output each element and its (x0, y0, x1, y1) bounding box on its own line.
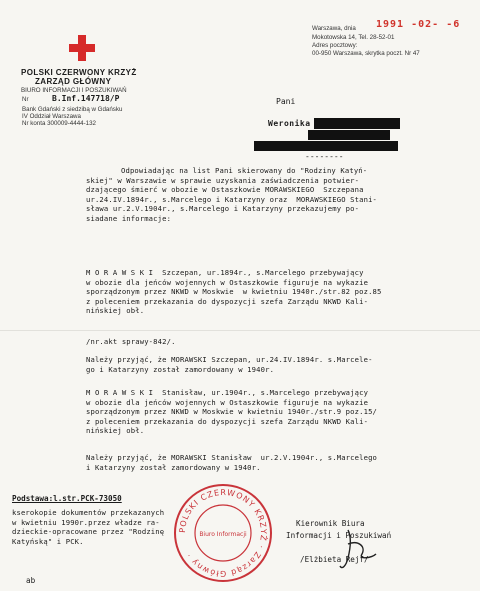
ref-prefix: Nr (22, 96, 29, 103)
text-line: /nr.akt sprawy-842/. (86, 337, 176, 346)
red-cross-logo (68, 34, 96, 62)
intro-paragraph (86, 166, 466, 224)
case-number (86, 337, 466, 347)
city-date-label: Warszawa, dnia (312, 25, 356, 32)
signature-title-1: Kierownik Biura (296, 519, 365, 528)
text-line: kserokopie dokumentów przekazanych (12, 508, 165, 517)
recipient-name: Weronika (268, 119, 311, 128)
stanislaw-conclusion (86, 453, 466, 472)
bank-line-1: Bank Gdański z siedzibą w Gdańsku (22, 106, 123, 113)
text-line: z poleceniem przekazania do dyspozycji szefa Zarządu NKWD Kali- (86, 416, 369, 426)
text-line: w obozie dla jeńców wojennych w Ostaszkowie figuruje na wykazie (86, 277, 369, 287)
org-office: BIURO INFORMACJI I POSZUKIWAŃ (21, 87, 127, 94)
date-stamp: 1991 -02- -6 (376, 19, 461, 30)
sender-street: Mokotowska 14, Tel. 28-52-01 (312, 34, 395, 41)
text-line: M O R A W S K I Szczepan, ur.1894r., s.Marcelego przebywający (86, 268, 364, 277)
text-line: dzieckie-opracowane przez "Rodzinę (12, 527, 165, 537)
signature-name: /Elżbieta Rejf/ (300, 555, 369, 564)
redaction-surname (314, 118, 400, 129)
stanislaw-paragraph (86, 388, 466, 436)
text-line: nińskiej obł. (86, 306, 145, 316)
redaction-address-1 (308, 130, 390, 140)
text-line: dzającego śmierć w obozie w Ostaszkowie MORAWSKIEGO Szczepana (86, 185, 364, 195)
org-dept: ZARZĄD GŁÓWNY (35, 77, 112, 86)
text-line: Katyńską" i PCK. (12, 536, 84, 546)
stamp-ring-text: POLSKI CZERWONY KRZYŻ · Zarząd Główny · (177, 487, 269, 579)
stamp-center-text: Biuro Informacji (199, 531, 247, 538)
bank-line-3: Nr konta 300009-4444-132 (22, 120, 96, 127)
text-line: skiej" w Warszawie w sprawie uzyskania zaświadczenia potwier- (86, 175, 360, 185)
paper-fold-line (0, 330, 480, 331)
postal-address: 00-950 Warszawa, skrytka poczt. Nr 47 (312, 50, 420, 57)
postal-label: Adres pocztowy: (312, 42, 358, 49)
typist-initials: ab (26, 576, 36, 585)
text-line: M O R A W S K I Stanisław, ur.1904r., s.Marcelego przebywający (86, 388, 369, 397)
szczepan-conclusion (86, 355, 466, 374)
text-line: Należy przyjąć, że MORAWSKI Stanisław ur.2.V.1904r., s.Marcelego (86, 453, 378, 462)
basis-label: Podstawa:l.str.PCK-73050 (12, 494, 122, 503)
basis-text (12, 508, 164, 546)
text-line: Należy przyjąć, że MORAWSKI Szczepan, ur.24.IV.1894r. s.Marcele- (86, 355, 373, 364)
signature-title-2: Informacji i Poszukiwań (286, 531, 392, 540)
handwritten-signature (328, 524, 388, 572)
szczepan-paragraph (86, 268, 466, 316)
org-name: POLSKI CZERWONY KRZYŻ (21, 68, 137, 77)
text-line: sława ur.2.V.1904r., s.Marcelego i Katarzyny przekazujemy po- (86, 204, 360, 214)
text-line: nińskiej obł. (86, 426, 145, 436)
text-line: go i Katarzyny został zamordowany w 1940r. (86, 364, 275, 374)
text-line: sporządzonym przez NKWD w Moskwie w kwietniu 1940r./str.9 poz.15/ (86, 407, 378, 417)
recipient-dashes: -------- (305, 152, 344, 161)
official-stamp (170, 480, 276, 586)
text-line: sporządzonym przez NKWD w Moskwie w kwietniu 1940r./str.82 poz.85 (86, 287, 382, 297)
recipient-salutation: Pani (276, 97, 296, 106)
ref-number: B.Inf.147718/P (52, 94, 120, 103)
text-line: w kwietniu 1990r.przez władze ra- (12, 517, 160, 527)
bank-line-2: IV Oddział Warszawa (22, 113, 81, 120)
text-line: Odpowiadając na list Pani skierowany do "Rodziny Katyń- (121, 166, 368, 175)
text-line: siadane informacje: (86, 213, 172, 223)
redaction-address-2 (254, 141, 398, 151)
text-line: ur.24.IV.1894r., s.Marcelego i Katarzyny oraz MORAWSKIEGO Stani- (86, 194, 378, 204)
text-line: z poleceniem przekazania do dyspozycji szefa Zarządu NKWD Kali- (86, 296, 369, 306)
text-line: i Katarzyny został zamordowany w 1940r. (86, 462, 261, 472)
text-line: w obozie dla jeńców wojennych w Ostaszkowie figuruje na wykazie (86, 397, 369, 407)
